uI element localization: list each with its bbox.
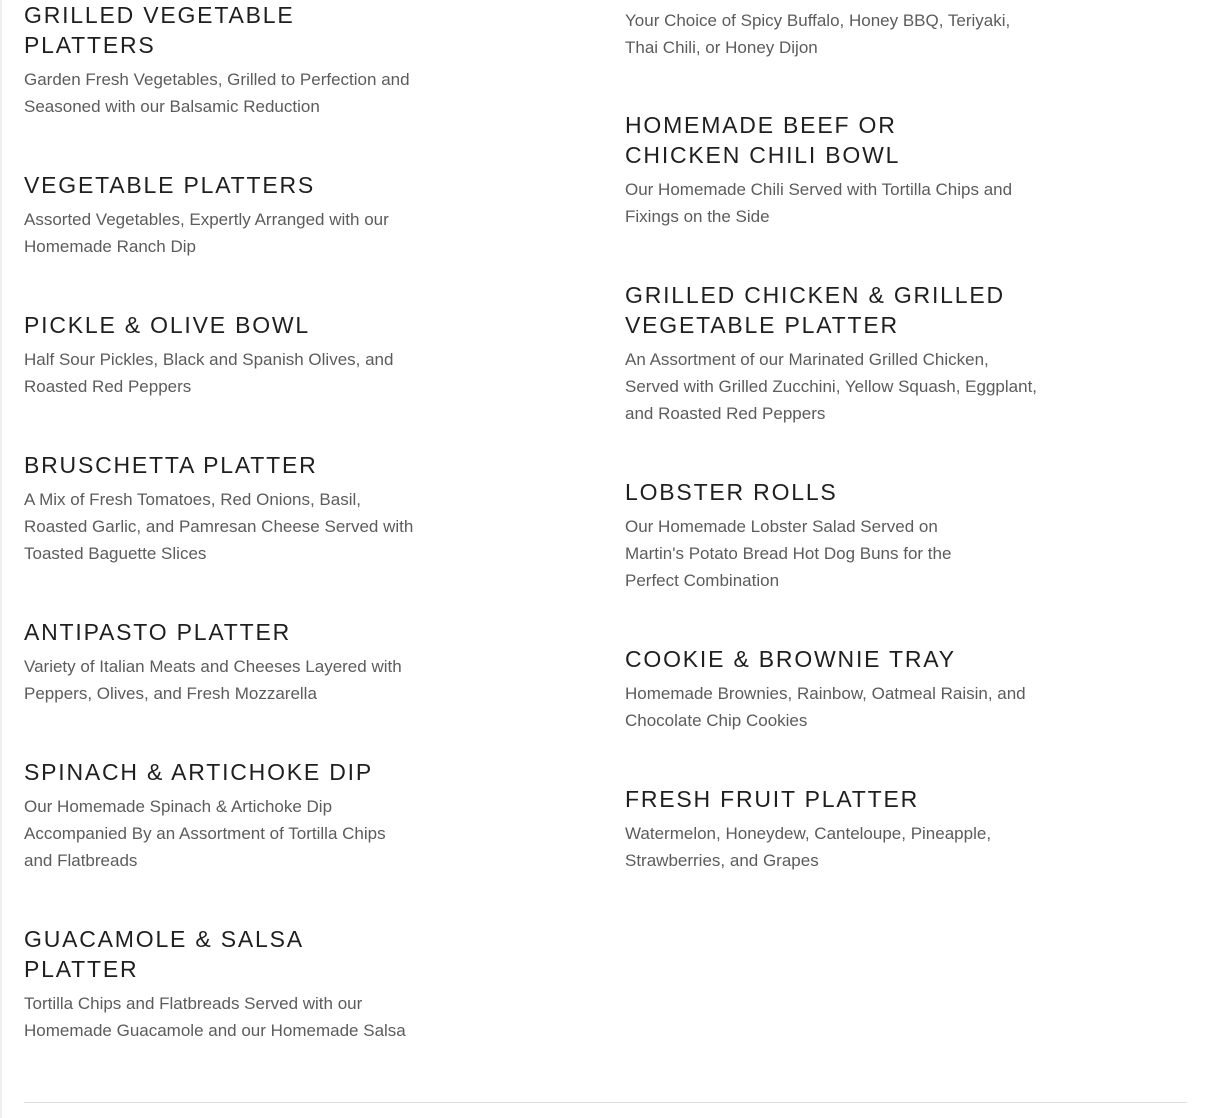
menu-item-description: Tortilla Chips and Flatbreads Served with our Homemade Guacamole and our Homemade Salsa <box>24 994 406 1040</box>
menu-item-antipasto-platter <box>24 617 424 707</box>
menu-item-spinach-artichoke-dip <box>24 757 424 874</box>
menu-item-description: Our Homemade Chili Served with Tortilla Chips and Fixings on the Side <box>625 180 1013 226</box>
menu-item-title: BRUSCHETTA PLATTER <box>24 452 318 478</box>
menu-item-title: COOKIE & BROWNIE TRAY <box>625 646 956 672</box>
menu-item-description: Our Homemade Lobster Salad Served on Martin's Potato Bread Hot Dog Buns for the Perfect Combination <box>625 517 952 590</box>
menu-item-description: An Assortment of our Marinated Grilled Chicken, Served with Grilled Zucchini, Yellow Squash, Eggplant, and Roasted Red Peppers <box>625 350 1038 423</box>
menu-item-bruschetta-platter <box>24 450 424 567</box>
menu-item-description: Half Sour Pickles, Black and Spanish Olives, and Roasted Red Peppers <box>24 350 394 396</box>
menu-item-title: GRILLED CHICKEN & GRILLED VEGETABLE PLATTER <box>625 282 1005 338</box>
menu-item-title: ANTIPASTO PLATTER <box>24 619 292 645</box>
menu-item-vegetable-platters <box>24 170 424 260</box>
menu-item-title: FRESH FRUIT PLATTER <box>625 786 920 812</box>
menu-item-description: Watermelon, Honeydew, Canteloupe, Pineapple, Strawberries, and Grapes <box>625 824 992 870</box>
menu-item-description: Homemade Brownies, Rainbow, Oatmeal Raisin, and Chocolate Chip Cookies <box>625 684 1026 730</box>
menu-item-title: SPINACH & ARTICHOKE DIP <box>24 759 373 785</box>
menu-item-title: GRILLED VEGETABLE PLATTERS <box>24 2 295 58</box>
page-left-border <box>0 0 2 1118</box>
menu-item-grilled-vegetable-platters <box>24 0 410 120</box>
menu-item-title: HOMEMADE BEEF OR CHICKEN CHILI BOWL <box>625 112 901 168</box>
menu-item-lobster-rolls <box>625 477 1025 594</box>
menu-item-description: Variety of Italian Meats and Cheeses Layered with Peppers, Olives, and Fresh Mozzarella <box>24 657 402 703</box>
menu-item-fresh-fruit-platter <box>625 784 1025 874</box>
menu-item-description: Garden Fresh Vegetables, Grilled to Perfection and Seasoned with our Balsamic Reduction <box>24 70 410 116</box>
section-divider <box>24 1102 1187 1103</box>
menu-item-title: VEGETABLE PLATTERS <box>24 172 316 198</box>
menu-item-description: Our Homemade Spinach & Artichoke Dip Accompanied By an Assortment of Tortilla Chips and Flatbreads <box>24 797 386 870</box>
menu-item-chili-bowl <box>625 110 1013 230</box>
menu-item-title: LOBSTER ROLLS <box>625 479 838 505</box>
menu-item-description: Assorted Vegetables, Expertly Arranged with our Homemade Ranch Dip <box>24 210 389 256</box>
menu-item-guacamole-salsa-platter <box>24 924 406 1044</box>
menu-item-wings-continued <box>625 0 1035 61</box>
menu-item-description: A Mix of Fresh Tomatoes, Red Onions, Basil, Roasted Garlic, and Pamresan Cheese Served with Toasted Baguette Slices <box>24 490 414 563</box>
menu-item-title: GUACAMOLE & SALSA PLATTER <box>24 926 303 982</box>
menu-item-grilled-chicken-vegetable-platter <box>625 280 1038 427</box>
menu-item-cookie-brownie-tray <box>625 644 1035 734</box>
menu-item-pickle-olive-bowl <box>24 310 424 400</box>
menu-item-title: PICKLE & OLIVE BOWL <box>24 312 311 338</box>
menu-item-description: Your Choice of Spicy Buffalo, Honey BBQ, Teriyaki, Thai Chili, or Honey Dijon <box>625 11 1011 57</box>
